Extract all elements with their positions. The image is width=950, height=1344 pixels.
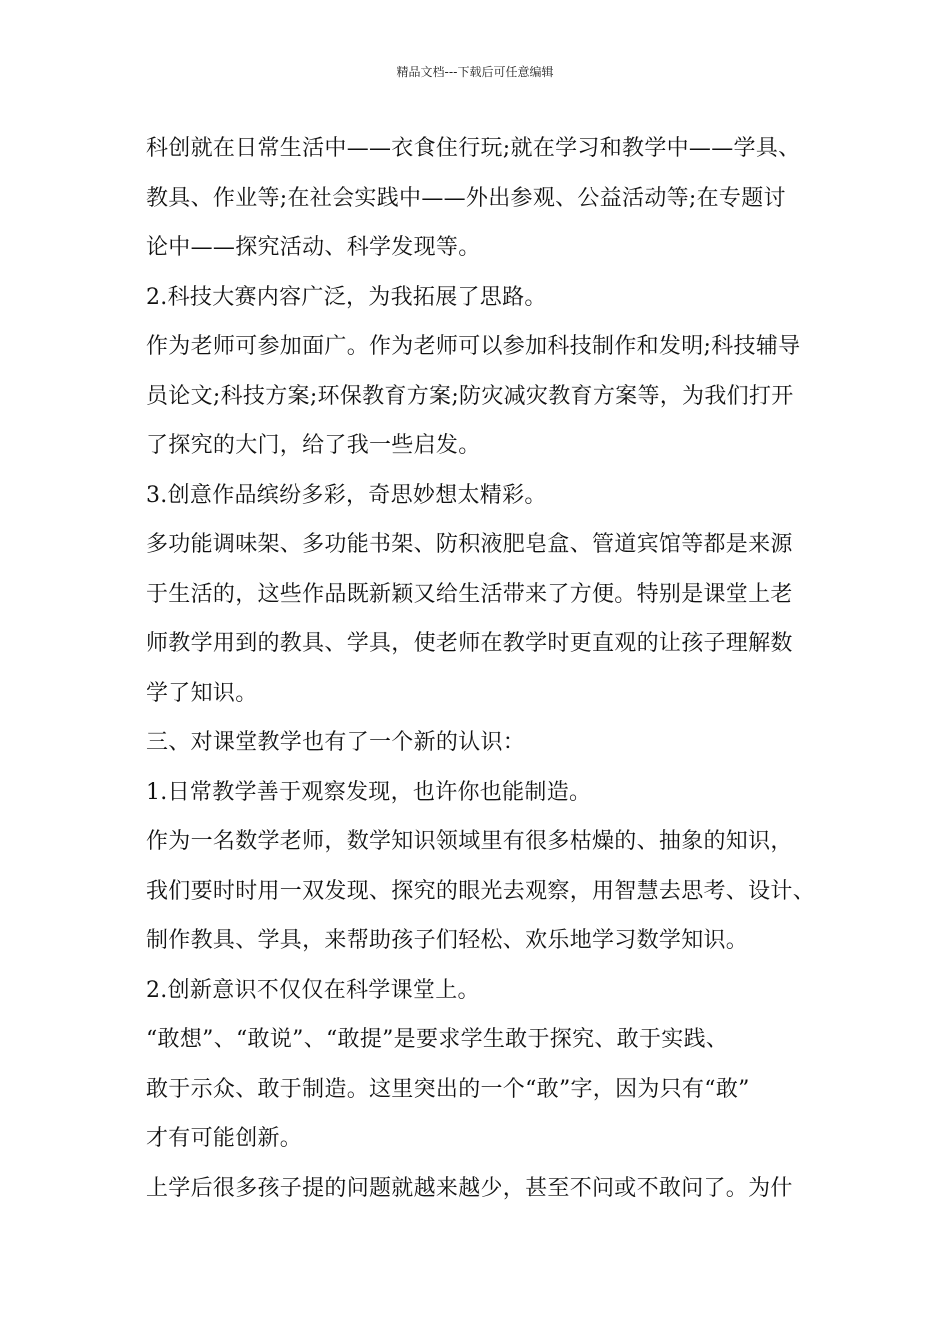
text-line: 科创就在日常生活中——衣食住行玩;就在学习和教学中——学具、 bbox=[146, 136, 801, 161]
text-line: 学了知识。 bbox=[146, 680, 258, 706]
document-body bbox=[146, 124, 836, 1213]
text-line: 员论文;科技方案;环保教育方案;防灾减灾教育方案等，为我们打开 bbox=[146, 383, 794, 409]
section-heading: 三、对课堂教学也有了一个新的认识： bbox=[146, 730, 526, 755]
text-line: 才有可能创新。 bbox=[146, 1126, 303, 1151]
text-line: 敢于示众、敢于制造。这里突出的一个“敢”字，因为只有“敢” bbox=[146, 1076, 750, 1102]
section-heading: 2.创新意识不仅仅在科学课堂上。 bbox=[146, 977, 480, 1003]
text-line: 多功能调味架、多功能书架、防积液肥皂盒、管道宾馆等都是来源 bbox=[146, 532, 793, 557]
text-line: 上学后很多孩子提的问题就越来越少，甚至不问或不敢问了。为什 bbox=[146, 1175, 793, 1201]
text-line: “敢想”、“敢说”、“敢提”是要求学生敢于探究、敢于实践、 bbox=[146, 1027, 729, 1052]
text-line: 于生活的，这些作品既新颖又给生活带来了方便。特别是课堂上老 bbox=[146, 581, 793, 607]
text-line: 师教学用到的教具、学具，使老师在教学时更直观的让孩子理解数 bbox=[146, 631, 793, 656]
section-heading: 1.日常教学善于观察发现，也许你也能制造。 bbox=[146, 779, 592, 805]
section-heading: 3.创意作品缤纷多彩，奇思妙想太精彩。 bbox=[146, 482, 547, 508]
page-header: 精品文档---下载后可任意编辑 bbox=[396, 65, 554, 79]
text-line: 我们要时时用一双发现、探究的眼光去观察，用智慧去思考、设计、 bbox=[146, 878, 816, 904]
text-line: 了探究的大门，给了我一些启发。 bbox=[146, 433, 481, 458]
text-line: 论中——探究活动、科学发现等。 bbox=[146, 235, 481, 260]
section-heading: 2.科技大赛内容广泛，为我拓展了思路。 bbox=[146, 284, 547, 310]
text-line: 作为一名数学老师，数学知识领域里有很多枯燥的、抽象的知识， bbox=[146, 829, 793, 854]
text-line: 制作教具、学具，来帮助孩子们轻松、欢乐地学习数学知识。 bbox=[146, 928, 749, 953]
text-line: 作为老师可参加面广。作为老师可以参加科技制作和发明;科技辅导 bbox=[146, 334, 801, 359]
text-line: 教具、作业等;在社会实践中——外出参观、公益活动等;在专题讨 bbox=[146, 185, 786, 211]
